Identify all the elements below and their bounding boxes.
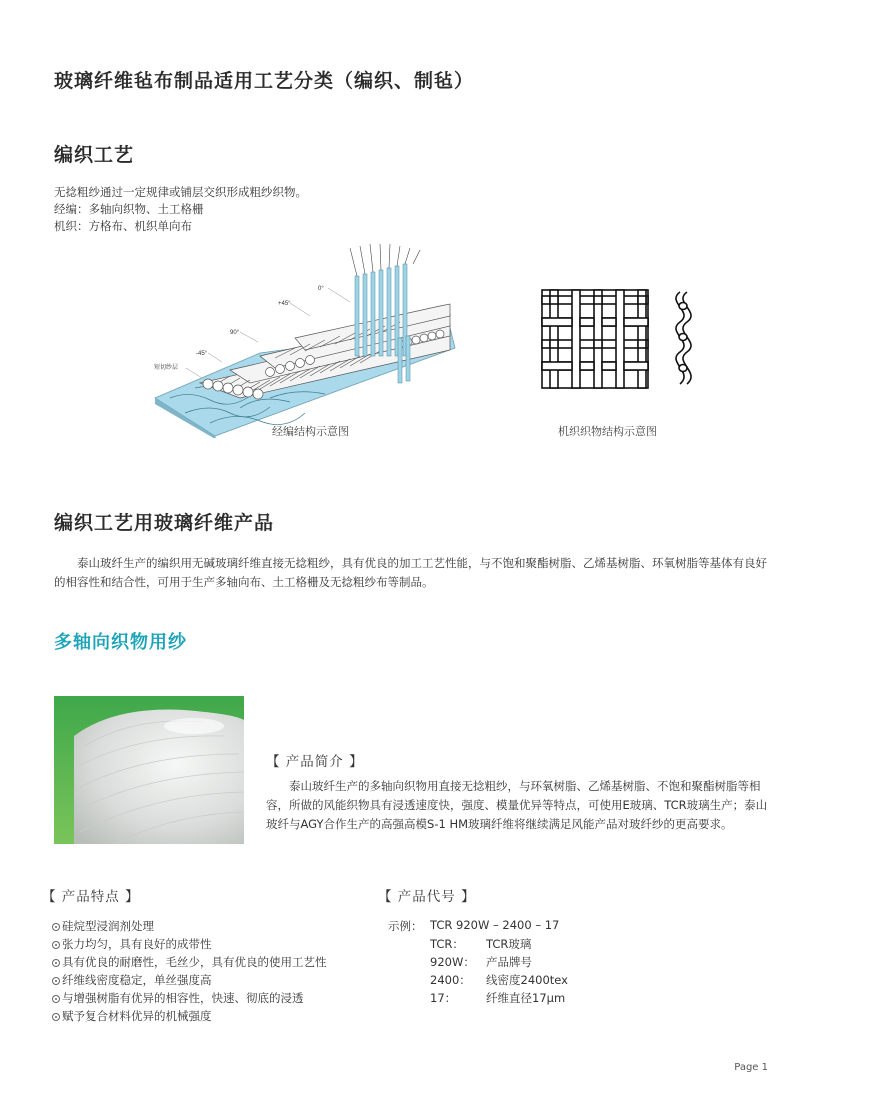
intro-text: 泰山玻纤生产的多轴向织物用直接无捻粗纱，与环氧树脂、乙烯基树脂、不饱和聚酯树脂等相容，所做的风能织物具有浸透速度快，强度、模量优异等特点，可使用E玻璃、TCR玻璃生产；泰山玻纤与AGY合作生产的高强高模S-1 HM玻璃纤维将继续满足风能产品对玻纤纱的更高要求。 [266,779,768,831]
bullet-icon [52,1013,60,1021]
label-90: 90° [230,330,240,336]
features-title: 【 产品特点 】 [42,889,140,905]
bullet-icon [52,977,60,985]
weaving-line: 机织：方格布、机织单向布 [54,219,192,233]
page-number: Page 1 [734,1062,768,1073]
code-value: 纤维直径17μm [486,991,566,1005]
weaving-description [54,184,307,235]
code-value: 线密度2400tex [486,973,568,987]
bullet-icon [52,941,60,949]
feature-item: 张力均匀，具有良好的成带性 [52,935,327,953]
fiber-roll-photo [54,696,244,844]
weaving-line: 经编：多轴向织物、土工格栅 [54,202,204,216]
weaving-line: 无捻粗纱通过一定规律或铺层交织形成粗纱织物。 [54,185,307,199]
weaving-heading: 编织工艺 [54,144,135,166]
code-key: TCR： [430,937,464,951]
code-title: 【 产品代号 】 [378,889,476,905]
weave-cross-section [676,292,691,384]
bullet-icon [52,923,60,931]
warp-knit-diagram [150,238,460,438]
bullet-icon [52,959,60,967]
features-list [52,917,327,1025]
feature-item: 赋予复合材料优异的机械强度 [52,1007,327,1025]
products-paragraph: 泰山玻纤生产的编织用无碱玻璃纤维直接无捻粗纱，具有优良的加工工艺性能，与不饱和聚酯树脂、乙烯基树脂、环氧树脂等基体有良好的相容性和结合性，可用于生产多轴向布、土工格栅及无捻粗纱布等制品。 [54,556,767,589]
products-heading: 编织工艺用玻璃纤维产品 [54,512,275,534]
code-example-value: TCR 920W – 2400 – 17 [430,918,560,932]
woven-diagram-caption: 机织织物结构示意图 [558,425,657,438]
yarn-guides [350,244,420,276]
label-minus45: -45° [196,351,208,357]
feature-item: 与增强树脂有优异的相容性，快速、彻底的浸透 [52,989,327,1007]
code-key: 17： [430,991,457,1005]
code-key: 920W： [430,955,475,969]
code-value: TCR玻璃 [486,937,532,951]
code-value: 产品牌号 [486,955,532,969]
multiaxial-heading: 多轴向织物用纱 [54,632,187,653]
bullet-icon [52,995,60,1003]
code-key: 2400： [430,973,471,987]
woven-fabric-diagram [540,288,702,390]
weave-grid [542,290,648,388]
feature-item: 硅烷型浸润剂处理 [52,917,327,935]
page-title: 玻璃纤维毡布制品适用工艺分类（编织、制毡） [54,70,475,92]
label-plus45: +45° [278,301,291,307]
feature-item: 纤维线密度稳定，单丝强度高 [52,971,327,989]
label-0-degree: 0° [318,286,324,292]
warp-diagram-caption: 经编结构示意图 [272,425,349,438]
label-chopped-layer: 短切纱层 [154,365,179,371]
intro-title: 【 产品简介 】 [266,754,364,770]
code-example-label: 示例： [388,919,423,933]
feature-item: 具有优良的耐磨性，毛丝少，具有优良的使用工艺性 [52,953,327,971]
